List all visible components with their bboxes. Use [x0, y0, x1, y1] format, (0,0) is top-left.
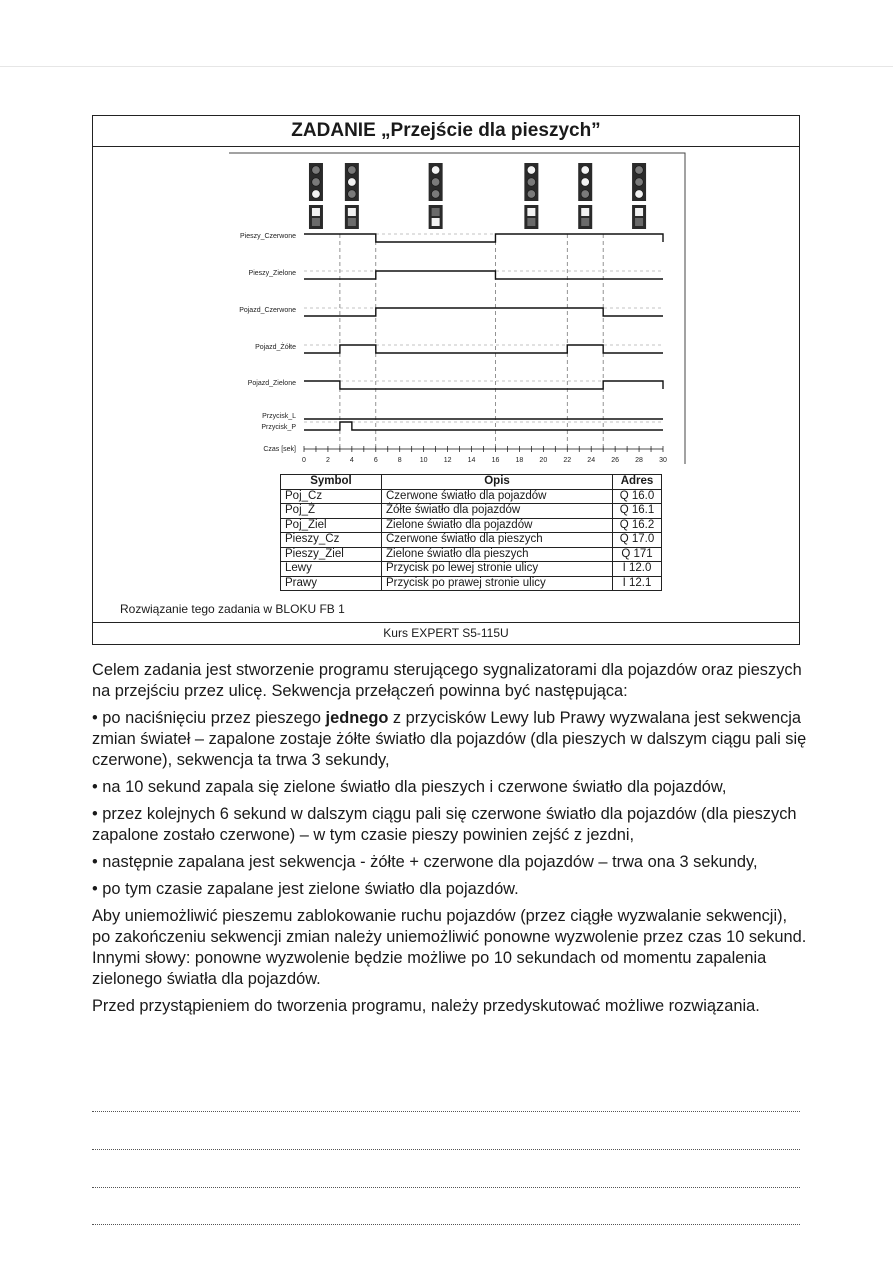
traffic-lights — [309, 163, 646, 229]
cell-description: Czerwone światło dla pojazdów — [382, 489, 613, 504]
task-description — [92, 660, 807, 1023]
cell-description: Czerwone światło dla pieszych — [382, 533, 613, 548]
pedestrian-red-lamp-icon — [348, 208, 356, 216]
signal-trace — [304, 308, 663, 316]
green-lamp-icon — [348, 190, 356, 198]
pedestrian-red-lamp-icon — [581, 208, 589, 216]
time-tick-label: 8 — [397, 457, 402, 464]
bullet-pedestrian-green: • na 10 sekund zapala się zielone światło dla pieszych i czerwone światło dla pojazdów, — [92, 778, 727, 796]
time-tick-label: 20 — [539, 457, 548, 464]
signal-trace — [304, 422, 663, 430]
cell-address: I 12.1 — [613, 576, 662, 591]
pedestrian-green-lamp-icon — [348, 218, 356, 226]
time-tick-label: 18 — [515, 457, 524, 464]
yellow-lamp-icon — [431, 178, 439, 186]
yellow-lamp-icon — [348, 178, 356, 186]
time-tick-label: 12 — [443, 457, 452, 464]
cell-description: Żółte światło dla pojazdów — [382, 504, 613, 519]
cell-symbol: Lewy — [281, 562, 382, 577]
answer-line[interactable] — [92, 1149, 800, 1150]
time-markers — [340, 234, 603, 446]
yellow-lamp-icon — [635, 178, 643, 186]
signal-label: Przycisk_P — [261, 424, 296, 431]
time-tick-label: 14 — [467, 457, 476, 464]
time-tick-label: 28 — [635, 457, 643, 464]
header-description: Opis — [382, 475, 613, 490]
green-lamp-icon — [635, 190, 643, 198]
green-lamp-icon — [527, 190, 535, 198]
pedestrian-green-lamp-icon — [312, 218, 320, 226]
signal-label: Pojazd_Żółte — [255, 344, 296, 351]
discussion-paragraph: Przed przystąpieniem do tworzenia programu, należy przedyskutować możliwe rozwiązania. — [92, 997, 760, 1015]
cell-address: I 12.0 — [613, 562, 662, 577]
blocking-paragraph: Aby uniemożliwić pieszemu zablokowanie ruchu pojazdów (przez ciągłe wyzwalanie sekwencji), po zakończeniu sekwencji zmian należy uniemożliwić ponowne wyzwolenie przez czas 10 sekund. Innymi słowy: ponowne wyzwolenie będzie możliwe po 10 sekundach od momentu zapalenia zielonego światła dla pojazdów. — [92, 907, 807, 988]
table-header-row — [281, 475, 662, 490]
table-row — [281, 576, 662, 591]
signal-label: Pieszy_Zielone — [248, 270, 296, 277]
red-lamp-icon — [581, 166, 589, 174]
header-address: Adres — [613, 475, 662, 490]
time-tick-label: 22 — [563, 457, 572, 464]
red-lamp-icon — [527, 166, 535, 174]
time-tick-label: 0 — [302, 457, 306, 464]
cell-symbol: Pieszy_Ziel — [281, 547, 382, 562]
time-tick-label: 2 — [325, 457, 330, 464]
task-box — [92, 115, 800, 645]
pedestrian-red-lamp-icon — [635, 208, 643, 216]
bullet-trigger-text-a: • po naciśnięciu przez pieszego — [92, 709, 326, 727]
intro-paragraph: Celem zadania jest stworzenie programu sterującego sygnalizatorami dla pojazdów oraz pieszych na przejściu przez ulicę. Sekwencja przełączeń powinna być następująca: — [92, 661, 802, 700]
red-lamp-icon — [431, 166, 439, 174]
cell-symbol: Poj_Ż — [281, 504, 382, 519]
table-row — [281, 533, 662, 548]
task-title: ZADANIE „Przejście dla pieszych” — [93, 116, 799, 147]
signal-trace — [304, 234, 663, 242]
pedestrian-red-lamp-icon — [312, 208, 320, 216]
traffic-light-pair — [524, 163, 538, 229]
cell-address: Q 16.2 — [613, 518, 662, 533]
scan-edge-line — [0, 66, 893, 67]
cell-symbol: Poj_Ziel — [281, 518, 382, 533]
signal-table — [280, 474, 662, 591]
table-row — [281, 518, 662, 533]
bullet-trigger — [92, 708, 807, 771]
red-lamp-icon — [348, 166, 356, 174]
yellow-lamp-icon — [527, 178, 535, 186]
bullet-trigger-text-b: z przycisków Lewy lub Prawy wyzwalana jest sekwencja zmian świateł – zapalone zostaje żółte światło dla pojazdów (dla pieszych w dalszym ciągu pali się czerwone), sekwencja ta trwa 3 sekundy, — [92, 709, 807, 769]
table-row — [281, 489, 662, 504]
answer-line[interactable] — [92, 1187, 800, 1188]
bullet-red-yellow: • następnie zapalana jest sekwencja - żółte + czerwone dla pojazdów – trwa ona 3 sekundy, — [92, 853, 758, 871]
signal-label: Pojazd_Zielone — [247, 380, 296, 387]
green-lamp-icon — [312, 190, 320, 198]
pedestrian-green-lamp-icon — [635, 218, 643, 226]
answer-line[interactable] — [92, 1111, 800, 1112]
time-axis-label: Czas [sek] — [263, 446, 296, 453]
time-tick-label: 16 — [491, 457, 500, 464]
traffic-light-pair — [578, 163, 592, 229]
time-tick-label: 4 — [349, 457, 354, 464]
header-symbol: Symbol — [281, 475, 382, 490]
pedestrian-red-lamp-icon — [432, 208, 440, 216]
cell-description: Przycisk po lewej stronie ulicy — [382, 562, 613, 577]
cell-address: Q 16.0 — [613, 489, 662, 504]
course-footer: Kurs EXPERT S5-115U — [93, 622, 799, 644]
cell-description: Przycisk po prawej stronie ulicy — [382, 576, 613, 591]
cell-description: Zielone światło dla pieszych — [382, 547, 613, 562]
pedestrian-green-lamp-icon — [581, 218, 589, 226]
signal-trace — [304, 345, 663, 353]
yellow-lamp-icon — [581, 178, 589, 186]
cell-address: Q 16.1 — [613, 504, 662, 519]
pedestrian-green-lamp-icon — [432, 218, 440, 226]
table-row — [281, 562, 662, 577]
yellow-lamp-icon — [312, 178, 320, 186]
table-row — [281, 504, 662, 519]
cell-symbol: Pieszy_Cz — [281, 533, 382, 548]
answer-line[interactable] — [92, 1224, 800, 1225]
pedestrian-red-lamp-icon — [527, 208, 535, 216]
timing-diagram — [93, 116, 799, 476]
time-tick-label: 10 — [419, 457, 428, 464]
red-lamp-icon — [635, 166, 643, 174]
signal-label: Pieszy_Czerwone — [239, 233, 296, 240]
bullet-clearance: • przez kolejnych 6 sekund w dalszym ciągu pali się czerwone światło dla pojazdów (dla pieszych zapalone zostało czerwone) – w tym czasie pieszy powinien zejść z jezdni, — [92, 805, 797, 844]
solution-note: Rozwiązanie tego zadania w BLOKU FB 1 — [120, 602, 345, 616]
traffic-light-pair — [632, 163, 646, 229]
time-tick-label: 26 — [611, 457, 620, 464]
time-tick-label: 30 — [659, 457, 667, 464]
red-lamp-icon — [312, 166, 320, 174]
signal-label: Pojazd_Czerwone — [239, 307, 296, 314]
cell-address: Q 171 — [613, 547, 662, 562]
traffic-light-pair — [429, 163, 443, 229]
bullet-vehicle-green: • po tym czasie zapalane jest zielone światło dla pojazdów. — [92, 880, 519, 898]
signal-traces — [239, 233, 663, 431]
table-row — [281, 547, 662, 562]
signal-trace — [304, 271, 663, 279]
cell-symbol: Prawy — [281, 576, 382, 591]
signal-trace — [304, 381, 663, 389]
traffic-light-pair — [309, 163, 323, 229]
cell-address: Q 17.0 — [613, 533, 662, 548]
time-tick-label: 6 — [373, 457, 378, 464]
time-tick-label: 24 — [587, 457, 596, 464]
cell-symbol: Poj_Cz — [281, 489, 382, 504]
cell-description: Zielone światło dla pojazdów — [382, 518, 613, 533]
bullet-trigger-emphasis: jednego — [325, 709, 389, 727]
green-lamp-icon — [431, 190, 439, 198]
signal-label: Przycisk_L — [262, 413, 296, 420]
traffic-light-pair — [345, 163, 359, 229]
green-lamp-icon — [581, 190, 589, 198]
pedestrian-green-lamp-icon — [527, 218, 535, 226]
